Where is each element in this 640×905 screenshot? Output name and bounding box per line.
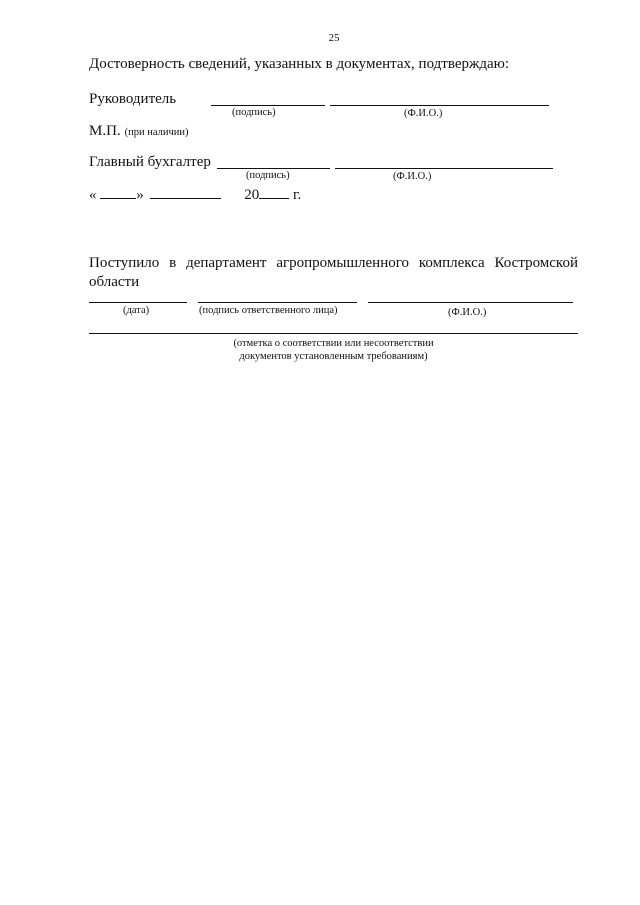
confirmation-text: Достоверность сведений, указанных в документах, подтверждаю: xyxy=(89,56,510,72)
received-line1: Поступило в департамент агропромышленного комплекса Костромской xyxy=(89,255,578,271)
head-signature-line[interactable] xyxy=(211,105,325,106)
date-open-quote: « xyxy=(89,187,97,203)
received-signature-line[interactable] xyxy=(198,302,357,303)
head-signature-caption: (подпись) xyxy=(232,107,276,118)
date-year-field[interactable] xyxy=(259,184,289,199)
date-close-quote: » xyxy=(136,187,144,203)
date-month-field[interactable] xyxy=(150,184,221,199)
accountant-label: Главный бухгалтер xyxy=(89,154,211,170)
accountant-signature-line[interactable] xyxy=(217,168,330,169)
head-label: Руководитель xyxy=(89,91,177,107)
received-line2: области xyxy=(89,274,140,290)
accountant-name-caption: (Ф.И.О.) xyxy=(393,171,432,182)
stamp-label: М.П. xyxy=(89,123,121,139)
compliance-caption xyxy=(89,337,578,363)
date-year-prefix: 20 xyxy=(244,187,260,203)
date-day-field[interactable] xyxy=(100,184,136,199)
stamp-note: (при наличии) xyxy=(124,127,189,138)
received-date-caption: (дата) xyxy=(123,305,150,316)
received-date-line[interactable] xyxy=(89,302,187,303)
accountant-name-line[interactable] xyxy=(335,168,553,169)
date-year-suffix: г. xyxy=(293,187,302,203)
received-signature-caption: (подпись ответственного лица) xyxy=(199,305,338,316)
head-name-line[interactable] xyxy=(330,105,549,106)
accountant-signature-caption: (подпись) xyxy=(246,170,290,181)
received-name-line[interactable] xyxy=(368,302,573,303)
page-number: 25 xyxy=(328,32,340,44)
compliance-caption-line1: (отметка о соответствии или несоответствии xyxy=(233,338,434,349)
date-row xyxy=(89,184,301,204)
head-name-caption: (Ф.И.О.) xyxy=(404,108,443,119)
compliance-mark-line[interactable] xyxy=(89,333,578,334)
compliance-caption-line2: документов установленным требованиям) xyxy=(239,351,428,362)
received-name-caption: (Ф.И.О.) xyxy=(448,307,487,318)
stamp-row xyxy=(89,122,189,140)
